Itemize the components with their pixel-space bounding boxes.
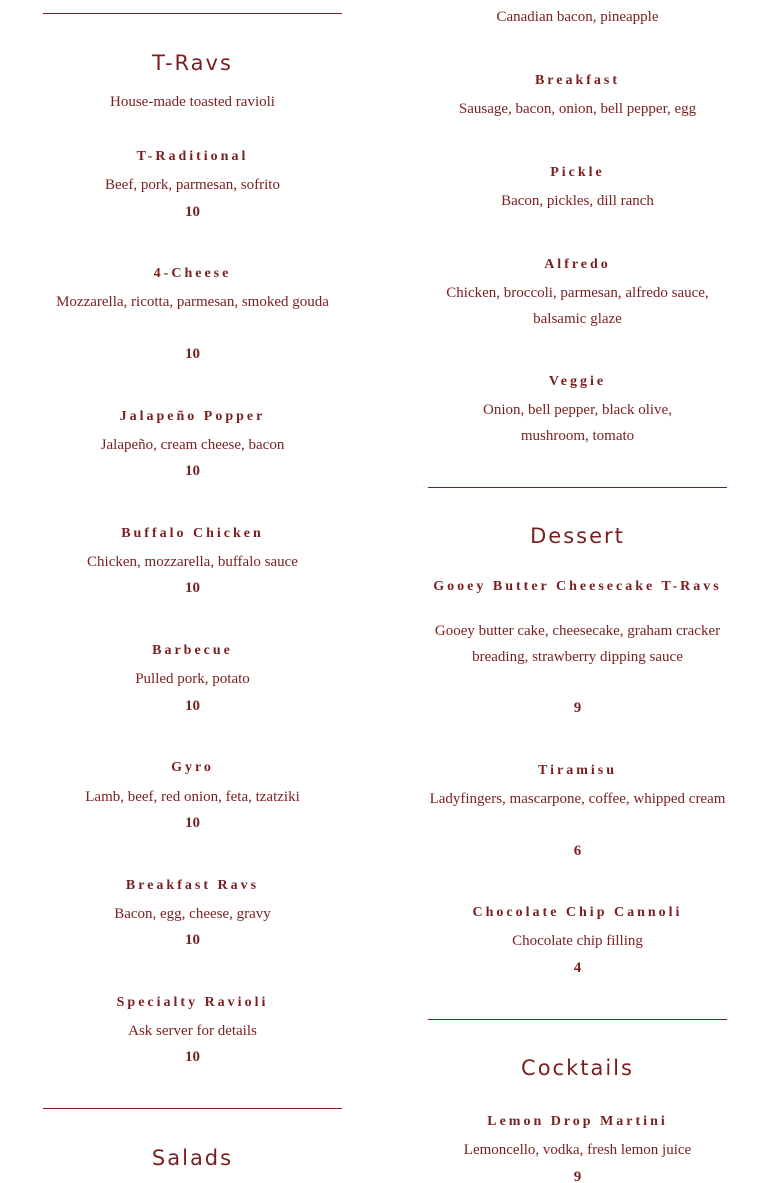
menu-item-description: Lamb, beef, red onion, feta, tzatziki: [85, 789, 300, 805]
menu-item-description: Ask server for details: [128, 1023, 257, 1039]
menu-item-price: 10: [185, 698, 200, 714]
section-title-t-ravs: T-Ravs: [152, 51, 233, 75]
menu-item-name: Veggie: [548, 374, 607, 389]
menu-item-name: Breakfast: [534, 73, 621, 88]
menu-item-description: Chicken, mozzarella, buffalo sauce: [87, 554, 298, 570]
menu-item-description: Mozzarella, ricotta, parmesan, smoked gouda: [56, 294, 329, 310]
menu-item-name: Jalapeño Popper: [119, 409, 266, 424]
menu-item-description: Chicken, broccoli, parmesan, alfredo sauce, balsamic glaze: [446, 285, 709, 327]
menu-item-description: Jalapeño, cream cheese, bacon: [100, 437, 285, 453]
menu-item-price: 10: [185, 463, 200, 479]
menu-item-description: Gooey butter cake, cheesecake, graham cracker breading, strawberry dipping sauce: [434, 623, 721, 665]
menu-item-description: Bacon, pickles, dill ranch: [501, 193, 654, 209]
section-title-cocktails: Cocktails: [521, 1056, 634, 1080]
menu-item-price: 10: [185, 204, 200, 220]
menu-item-description: Sausage, bacon, onion, bell pepper, egg: [458, 101, 697, 117]
section-title-salads: Salads: [151, 1146, 234, 1170]
menu-item-name: Specialty Ravioli: [116, 995, 269, 1010]
section-divider: [43, 13, 342, 14]
menu-item-name: Gyro: [171, 760, 214, 775]
menu-item-name: 4-Cheese: [153, 266, 232, 281]
menu-item-description: Ladyfingers, mascarpone, coffee, whipped cream: [429, 791, 726, 807]
menu-item-description: Canadian bacon, pineapple: [496, 9, 659, 25]
menu-item-price: 6: [573, 843, 582, 859]
section-divider: [428, 1019, 727, 1020]
menu-item-name: Buffalo Chicken: [121, 526, 264, 541]
menu-item-price: 4: [573, 960, 582, 976]
menu-item-price: 10: [185, 815, 200, 831]
menu-item-price: 10: [185, 932, 200, 948]
menu-item-price: 9: [573, 1169, 582, 1183]
menu-item-price: 10: [185, 1049, 200, 1065]
section-title-dessert: Dessert: [530, 524, 625, 548]
menu-item-name: Alfredo: [544, 257, 611, 272]
section-divider: [428, 487, 727, 488]
menu-item-price: 10: [185, 580, 200, 596]
menu-item-price: 10: [185, 346, 200, 362]
menu-item-description: Bacon, egg, cheese, gravy: [114, 906, 271, 922]
section-divider: [43, 1108, 342, 1109]
menu-item-name: Gooey Butter Cheesecake T-Ravs: [433, 579, 722, 594]
menu-item-name: Lemon Drop Martini: [487, 1114, 668, 1129]
menu-item-description: Beef, pork, parmesan, sofrito: [105, 177, 280, 193]
menu-item-name: Pickle: [550, 165, 605, 180]
menu-item-name: Barbecue: [152, 643, 233, 658]
menu-item-name: T-Raditional: [136, 149, 249, 164]
menu-item-description: Chocolate chip filling: [512, 933, 643, 949]
section-subtitle-t-ravs: House-made toasted ravioli: [110, 94, 275, 110]
menu-item-description: Lemoncello, vodka, fresh lemon juice: [463, 1142, 692, 1158]
menu-item-name: Tiramisu: [538, 763, 617, 778]
menu-item-description: Onion, bell pepper, black olive, mushroom, tomato: [483, 402, 672, 444]
menu-item-description: Pulled pork, potato: [135, 671, 250, 687]
menu-item-price: 9: [573, 700, 582, 716]
menu-item-name: Chocolate Chip Cannoli: [472, 905, 683, 920]
menu-item-name: Breakfast Ravs: [125, 878, 260, 893]
